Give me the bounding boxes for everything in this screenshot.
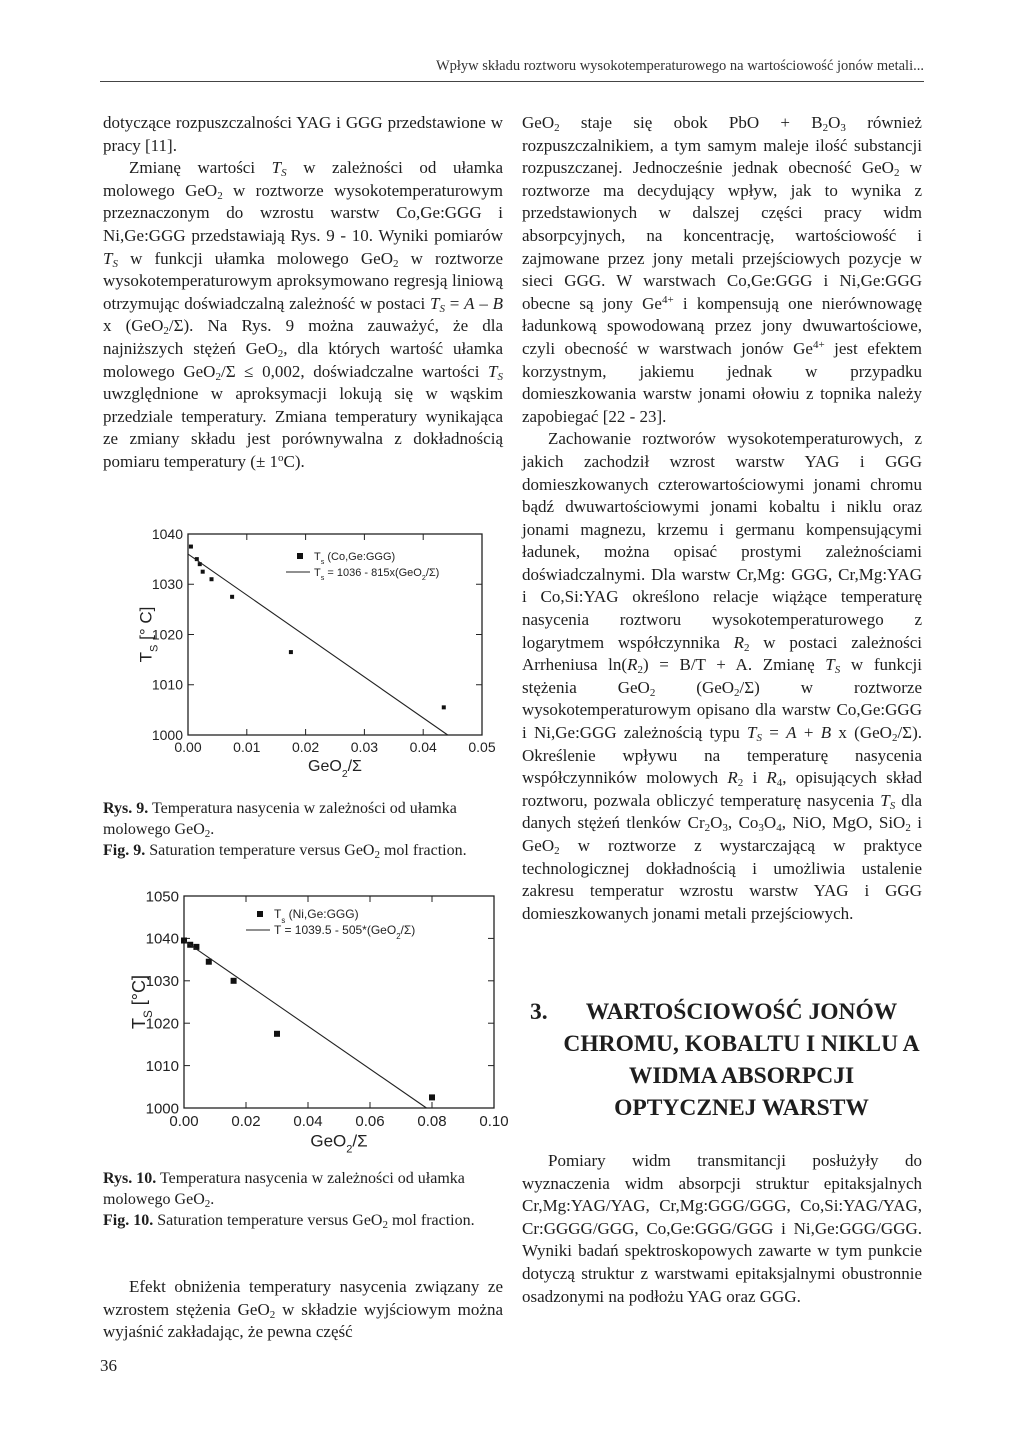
regression-line [188,554,448,735]
legend-label-line: $T_s = 1036 - 815x(GeO_2/\Sigma)$ [314,567,440,582]
legend-marker-points [297,553,303,559]
y-tick-label: 1000 [151,726,183,743]
x-axis-label: GeO$_2$/Σ [310,1131,368,1156]
x-axis-label: GeO$_2$/Σ [308,758,362,780]
section-number: 3. [530,999,548,1025]
y-tick-label: 1030 [151,576,183,593]
y-tick-label: 1040 [145,930,179,948]
paragraph-intro: dotyczące rozpuszczalności YAG i GGG przedstawione w pracy [11]. [103,113,503,155]
section-3-body [522,1150,922,1308]
caption-9-english: Fig. 9. Saturation temperature versus GeO$_2$ mol fraction. [103,842,467,861]
y-tick-label: 1020 [145,1015,179,1033]
paragraph-geo2-solvent: GeO$_2$ staje się obok PbO + $B_2O_3$ również rozpuszczalnikiem, a tym samym maleje ilość substancji rozpuszczanej. Jednocześnie jednak obecność GeO$_2$ w roztworze ma decydujący wpływ, jak to wynika z przedstawionych w dalszej części pracy widm absorpcyjnych, na koncentrację, wartościowość i zajmowane przez jony metali przejściowych pozycje w sieci GGG. W warstwach Co,Ge:GGG i Ni,Ge:GGG obecne są jony $Ge^{4+}$ i kompensują one nierównowagę ładunkową spowodowaną przez jony dwuwartościowe, czyli obecność w warstwach jonów $Ge^{4+}$ jest efektem korzystnym, jakiemu jednak w przypadku domieszkowania warstw jonami ołowiu z topnika należy zapobiegać [22 - 23]. [522,113,923,426]
x-tick-label: 0.02 [231,1113,261,1130]
y-tick-label: 1010 [145,1057,179,1075]
x-tick-label: 0.05 [468,739,495,755]
x-tick-label: 0.10 [479,1113,509,1130]
y-tick-label: 1020 [151,626,183,643]
caption-10-english: Fig. 10. Saturation temperature versus GeO$_2$ mol fraction. [103,1212,475,1231]
section-3-heading [530,996,920,1124]
x-tick-label: 0.01 [233,739,261,755]
x-tick-label: 0.03 [350,739,379,755]
section-title: WARTOŚCIOWOŚĆ JONÓW CHROMU, KOBALTU I NIKLU A WIDMA ABSORPCJI OPTYCZNEJ WARSTW [563,999,920,1121]
data-point [429,1094,435,1100]
running-header [100,58,924,82]
y-tick-label: 1010 [151,676,183,693]
y-tick-label: 1050 [145,888,179,906]
legend-label-line: T = 1039.5 - 505*(GeO$_2$/Σ) [274,923,416,941]
paragraph-temperature-effect: Efekt obniżenia temperatury nasycenia związany ze wzrostem stężenia GeO$_2$ w składzie wyjściowym można wyjaśnić zakładając, że pewna część [103,1277,503,1342]
figure-9-caption [103,798,503,861]
x-tick-label: 0.08 [417,1113,447,1130]
caption-9-polish: Rys. 9. Temperatura nasycenia w zależności od ułamka molowego GeO$_2$. [103,800,457,840]
caption-10-polish: Rys. 10. Temperatura nasycenia w zależności od ułamka molowego GeO$_2$. [103,1170,465,1210]
left-column [103,112,503,474]
legend-label-points: $T_s$ (Co,Ge:GGG) [314,551,396,566]
data-point [231,978,237,984]
x-tick-label: 0.00 [174,739,202,755]
x-tick-label: 0.02 [291,739,320,755]
figure-10-caption [103,1168,503,1231]
legend-marker-points [257,911,263,917]
data-point [442,705,446,709]
legend-label-points: $T_s$ (Ni,Ge:GGG) [274,907,359,925]
paragraph-solution-behaviour: Zachowanie roztworów wysokotemperaturowych, z jakich zachodził wzrost warstw YAG i GGG domieszkowanych czterowartościowymi jonami chromu bądź dwuwartościowymi jonami kobaltu i niklu oraz jonami magnezu, krzemu i germanu kompensującymi ładunek, można opisać prostymi zależnościami doświadczalnymi. Dla warstw Cr,Mg: GGG, Cr,Mg:YAG i Co,Si:YAG określono relacje wiążące temperaturę nasycenia roztworu wysokotemperaturowego z logarytmem współczynnika $R_2$ w postaci zależności Arrheniusa $\ln(R_2) = B/T + A$. Zmianę $T_S$ w funkcji stężenia GeO$_2$ (GeO$_2$/Σ) w roztworze wysokotemperaturowym opisano dla warstw Co,Ge:GGG i Ni,Ge:GGG zależnością typu $T_S = A + B$ x (GeO$_2$/Σ). Określenie wpływu na temperaturę nasycenia współczynników molowych $R_2$ i $R_4$, opisujących skład roztworu, pozwala obliczyć temperaturę nasycenia $T_S$ dla danych stężeń tlenków $Cr_2O_3$, $Co_3O_4$, NiO, MgO, SiO$_2$ i GeO$_2$ w roztworze z wystarczającą w praktyce technologicznej dokładnością i umożliwia ustalenie zakresu temperatur wzrostu warstw YAG i GGG domieszkowanych jonami metali przejściowych. [522,429,923,923]
paragraph-transmittance: Pomiary widm transmitancji posłużyły do wyznaczenia widm absorpcji struktur epitaksjalnych Cr,Mg:YAG/YAG, Cr,Mg:GGG/GGG, Co,Si:YAG/YAG, Cr:GGGG/GGG, Co,Ge:GGG/GGG i Ni,Ge:GGG/GGG. Wyniki badań spektroskopowych zawarte w tym punkcie dotyczą struktur z warstwami epitaksjalnymi obustronnie osadzonymi na podłożu YAG oraz GGG. [522,1151,922,1306]
x-tick-label: 0.04 [409,739,437,755]
figure-10-chart [120,880,510,1160]
y-tick-label: 1040 [151,525,183,542]
running-title: Wpływ składu roztworu wysokotemperaturowego na wartościowość jonów metali... [435,58,924,74]
data-point [210,577,214,581]
left-column-tail [103,1276,503,1344]
data-point [230,595,234,599]
chart-9-svg [120,520,495,785]
x-tick-label: 0.00 [169,1113,199,1130]
data-point [201,570,205,574]
data-point [274,1031,280,1037]
y-tick-label: 1000 [145,1100,179,1118]
regression-line [184,941,426,1108]
x-tick-label: 0.04 [293,1113,323,1130]
chart-10-svg [120,880,510,1160]
figure-9-chart [120,520,495,785]
data-point [289,650,293,654]
data-point [189,545,193,549]
plot-frame [188,534,482,735]
x-tick-label: 0.06 [355,1113,385,1130]
y-axis-label: $T_S$ [° C] [136,606,161,663]
y-tick-label: 1030 [145,973,179,991]
right-column [522,112,922,925]
paragraph-ts-dependence: Zmianę wartości $T_S$ w zależności od ułamka molowego GeO$_2$ w roztworze wysokotemperaturowym przeznaczonym do wzrostu warstw Co,Ge:GGG i Ni,Ge:GGG przedstawiają Rys. 9 - 10. Wyniki pomiarów $T_S$ w funkcji ułamka molowego GeO$_2$ w roztworze wysokotemperaturowym aproksymowano regresją liniową otrzymując doświadczalną zależność w postaci $T_S = A - B$ x (GeO$_2$/Σ). Na Rys. 9 można zauważyć, że dla najniższych stężeń GeO$_2$, dla których wartość ułamka molowego GeO$_2$/Σ ≤ 0,002, doświadczalne wartości $T_S$ uwzględnione w aproksymacji lokują się w wąskim przedziale temperatury. Zmiana temperatury wynikająca ze zmiany składu jest porównywalna z dokładnością pomiaru temperatury (± $1^oC$). [103,158,504,471]
page-number: 36 [100,1356,117,1375]
y-axis-label: $T_S$ [°C] [129,975,155,1029]
